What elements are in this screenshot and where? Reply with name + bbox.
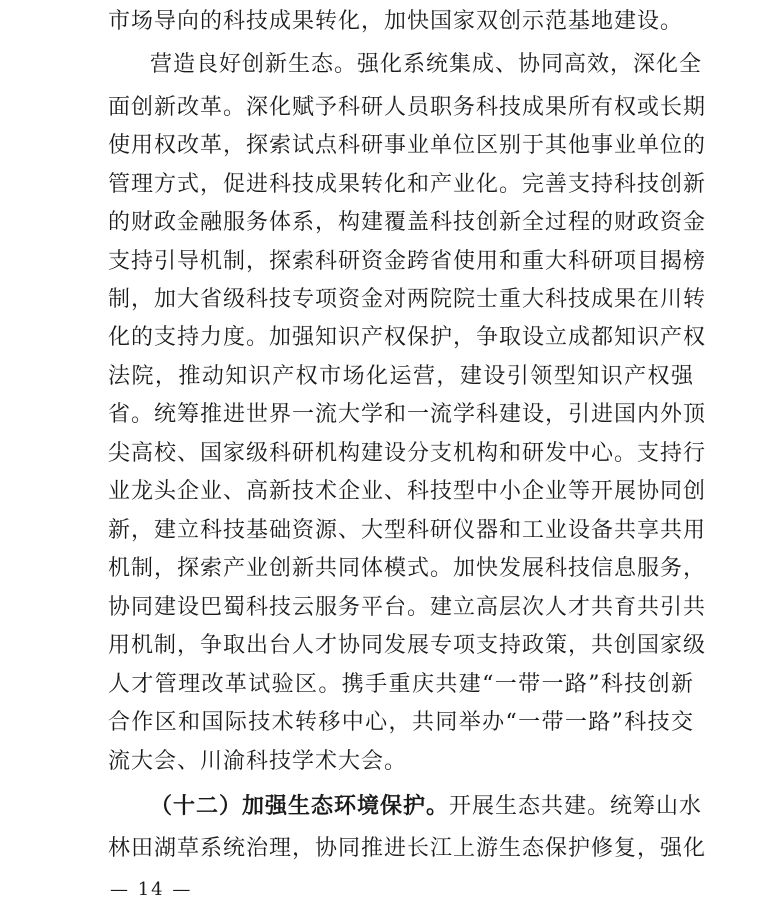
paragraph-line-4: 使用权改革，探索试点科研事业单位区别于其他事业单位的 bbox=[108, 133, 707, 158]
paragraph-line-18: 人才管理改革试验区。携手重庆共建“一带一路”科技创新 bbox=[108, 672, 694, 697]
paragraph-line-1: 市场导向的科技成果转化，加快国家双创示范基地建设。 bbox=[108, 9, 684, 34]
paragraph-line-9: 化的支持力度。加强知识产权保护，争取设立成都知识产权 bbox=[108, 325, 707, 350]
paragraph-line-6: 的财政金融服务体系，构建覆盖科技创新全过程的财政资金 bbox=[108, 210, 707, 235]
paragraph-line-14: 新，建立科技基础资源、大型科研仪器和工业设备共享共用 bbox=[108, 518, 707, 543]
paragraph-line-11: 省。统筹推进世界一流大学和一流学科建设，引进国内外顶 bbox=[108, 402, 707, 427]
paragraph-line-13: 业龙头企业、高新技术企业、科技型中小企业等开展协同创 bbox=[108, 479, 707, 504]
page-number: — 14 — bbox=[110, 879, 193, 900]
section-heading: （十二）加强生态环境保护。 bbox=[150, 793, 450, 819]
section-heading-line bbox=[150, 786, 703, 826]
paragraph-line-3: 面创新改革。深化赋予科研人员职务科技成果所有权或长期 bbox=[108, 95, 707, 120]
paragraph-line-20: 流大会、川渝科技学术大会。 bbox=[108, 749, 408, 774]
section-heading-continuation: 开展生态共建。统筹山水 bbox=[449, 794, 703, 819]
paragraph-line-8: 制，加大省级科技专项资金对两院院士重大科技成果在川转 bbox=[108, 287, 707, 312]
paragraph-line-10: 法院，推动知识产权市场化运营，建设引领型知识产权强 bbox=[108, 364, 694, 389]
paragraph-line-12: 尖高校、国家级科研机构建设分支机构和研发中心。支持行 bbox=[108, 441, 707, 466]
paragraph-line-2: 营造良好创新生态。强化系统集成、协同高效，深化全 bbox=[150, 52, 703, 77]
section-body-line-1: 林田湖草系统治理，协同推进长江上游生态保护修复，强化 bbox=[108, 836, 707, 861]
paragraph-line-7: 支持引导机制，探索科研资金跨省使用和重大科研项目揭榜 bbox=[108, 249, 707, 274]
paragraph-line-15: 机制，探索产业创新共同体模式。加快发展科技信息服务， bbox=[108, 556, 707, 581]
paragraph-line-5: 管理方式，促进科技成果转化和产业化。完善支持科技创新 bbox=[108, 172, 707, 197]
paragraph-line-19: 合作区和国际技术转移中心，共同举办“一带一路”科技交 bbox=[108, 710, 694, 735]
paragraph-line-16: 协同建设巴蜀科技云服务平台。建立高层次人才共育共引共 bbox=[108, 595, 707, 620]
paragraph-line-17: 用机制，争取出台人才协同发展专项支持政策，共创国家级 bbox=[108, 633, 707, 658]
